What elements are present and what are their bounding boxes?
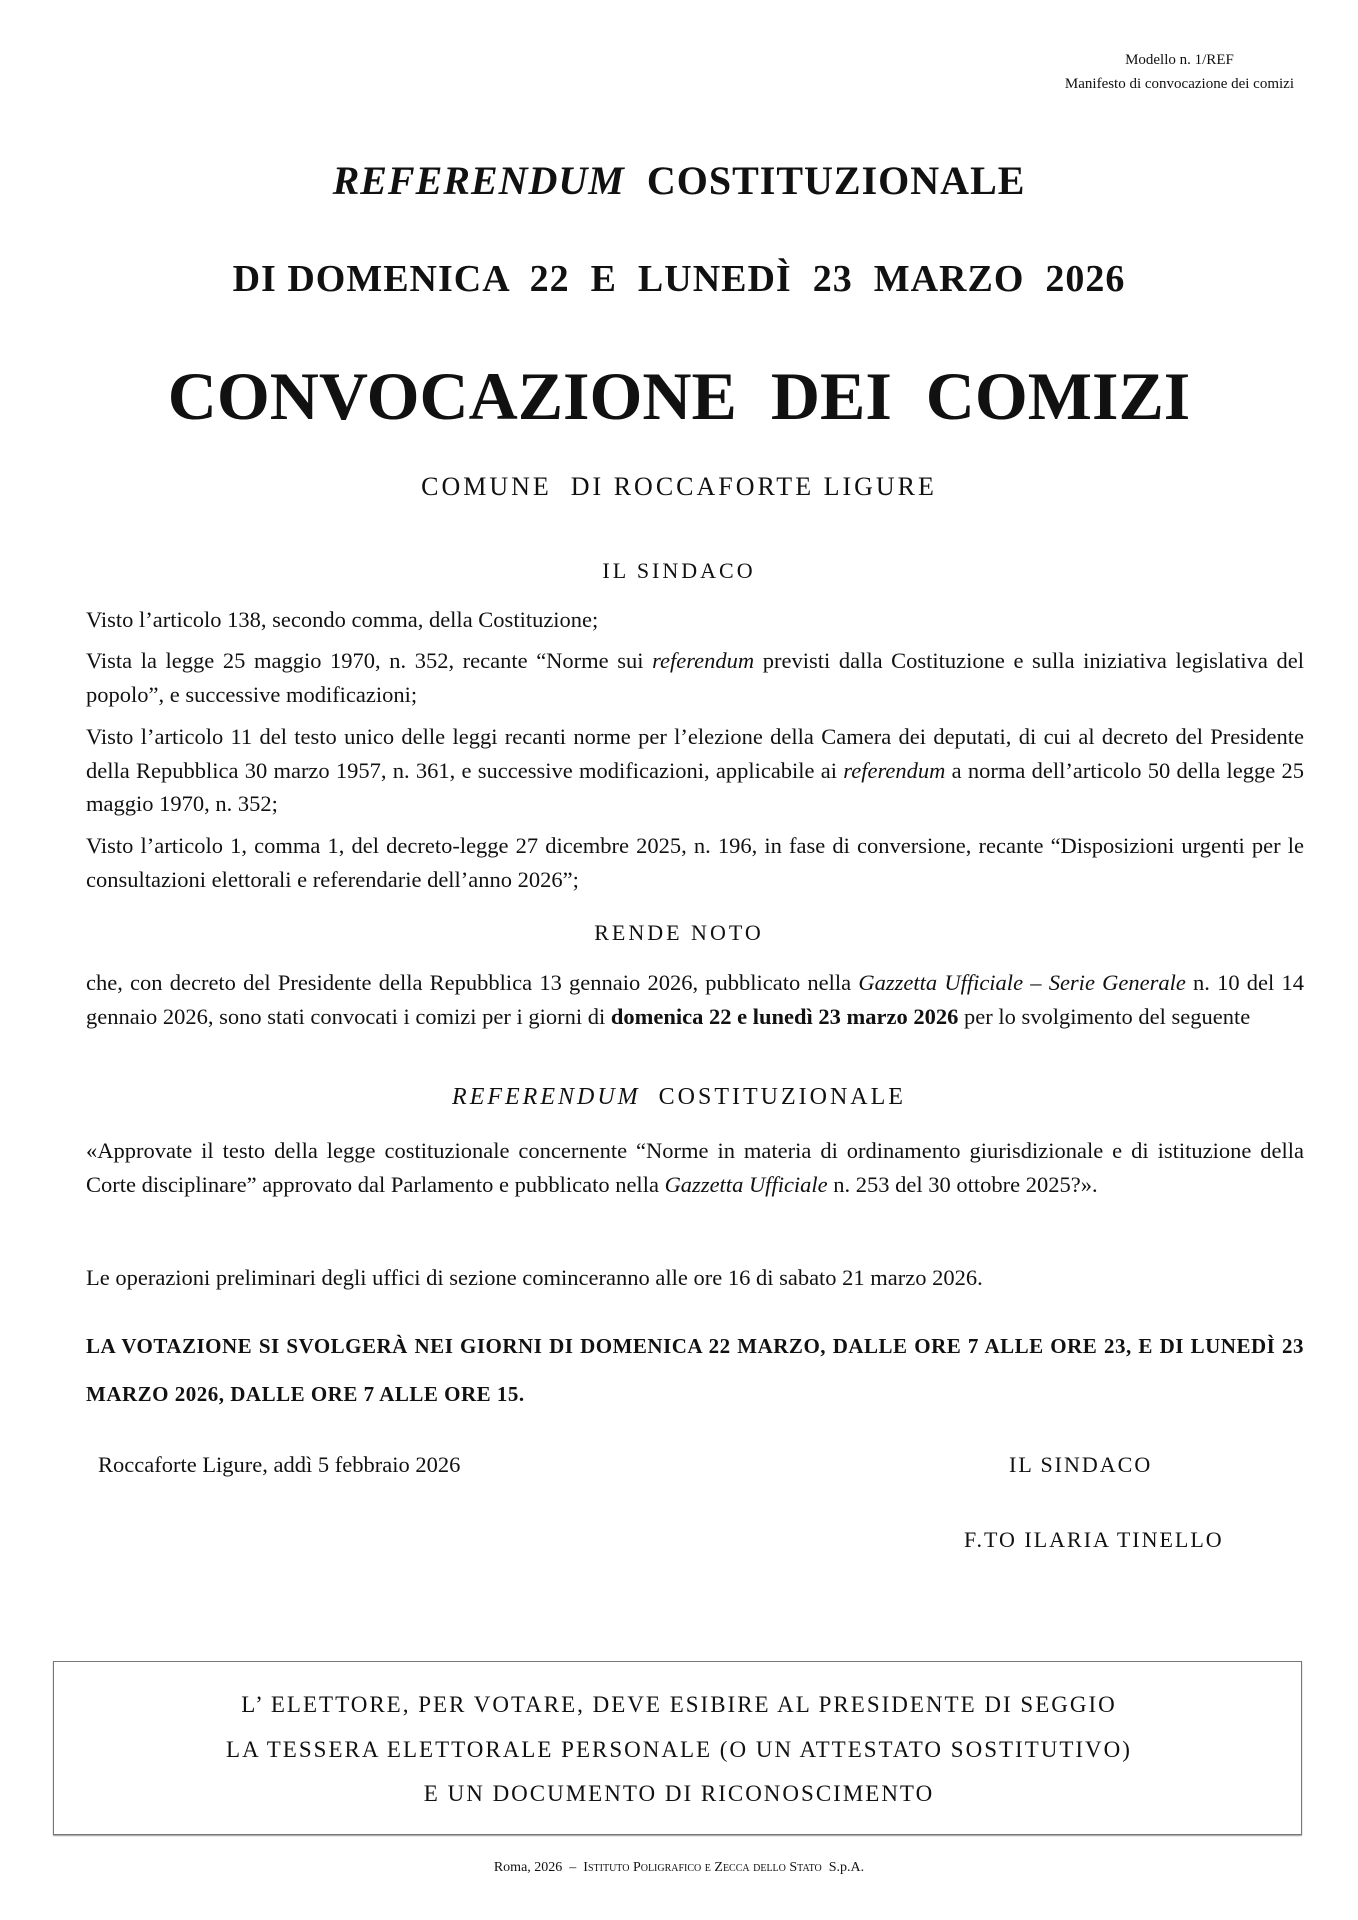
paragraph-5-italic: Gazzetta Ufficiale – Serie Generale bbox=[858, 970, 1186, 995]
referendum-heading-rest: COSTITUZIONALE bbox=[658, 1084, 906, 1110]
title-referendum-italic: REFERENDUM bbox=[332, 158, 625, 203]
paragraph-7-text: Le operazioni preliminari degli uffici di sezione cominceranno alle ore 16 di sabato 21 marzo 2026. bbox=[86, 1265, 983, 1290]
paragraph-2-text-b: previsti dalla Costituzione e sulla iniziativa legislativa del popolo”, e successive modificazioni; bbox=[86, 648, 1304, 707]
footer-printer: Istituto Poligrafico e Zecca dello Stato bbox=[583, 1860, 822, 1875]
model-number: Modello n. 1/REF bbox=[1125, 52, 1234, 68]
paragraph-3-text-b: a norma dell’articolo 50 della legge 25 maggio 1970, n. 352; bbox=[86, 757, 1304, 817]
paragraph-5-text-c: per lo svolgimento del seguente bbox=[958, 1003, 1251, 1029]
paragraph-5-text-a: che, con decreto del Presidente della Repubblica 13 gennaio 2026, pubblicato nella bbox=[86, 970, 859, 995]
municipality-name: COMUNE DI ROCCAFORTE LIGURE bbox=[421, 472, 937, 501]
paragraph-2 bbox=[86, 644, 1304, 711]
voter-notice-line-3: E UN DOCUMENTO DI RICONOSCIMENTO bbox=[423, 1781, 935, 1806]
authority-heading: IL SINDACO bbox=[602, 558, 756, 583]
paragraph-6-text-a: «Approvate il testo della legge costituzionale concernente “Norme in materia di ordinamento giurisdizionale e di istituzione della Corte disciplinare” approvato dal Parlamento e pubblicato nella bbox=[86, 1138, 1304, 1197]
paragraph-1 bbox=[86, 603, 1304, 637]
footer-place-year: Roma, 2026 bbox=[493, 1860, 563, 1875]
model-description: Manifesto di convocazione dei comizi bbox=[1064, 76, 1294, 92]
paragraph-1-text: Visto l’articolo 138, secondo comma, della Costituzione; bbox=[86, 607, 599, 632]
signature-role: IL SINDACO bbox=[1009, 1452, 1153, 1477]
referendum-heading bbox=[0, 1082, 1358, 1112]
paragraph-4 bbox=[86, 829, 1304, 896]
footer-printer-suffix: S.p.A. bbox=[828, 1860, 865, 1875]
paragraph-5-text-b: n. 10 del 14 gennaio 2026, sono stati convocati i comizi per i giorni di bbox=[86, 970, 1304, 1029]
place-date: Roccaforte Ligure, addì 5 febbraio 2026 bbox=[98, 1452, 461, 1477]
paragraph-3-text-a: Visto l’articolo 11 del testo unico delle leggi recanti norme per l’elezione della Camera dei deputati, di cui al decreto del Presidente della Repubblica 30 marzo 1957, n. 361, e successive modificazioni, applicabile ai bbox=[86, 724, 1304, 783]
voter-notice-line-1: L’ ELETTORE, PER VOTARE, DEVE ESIBIRE AL PRESIDENTE DI SEGGIO bbox=[241, 1692, 1117, 1717]
title-dates: DI DOMENICA 22 E LUNEDÌ 23 MARZO 2026 bbox=[232, 258, 1126, 300]
paragraph-2-text-a: Vista la legge 25 maggio 1970, n. 352, recante “Norme sui bbox=[86, 648, 653, 673]
notice-heading: RENDE NOTO bbox=[594, 920, 764, 945]
paragraph-7 bbox=[86, 1261, 1304, 1295]
paragraph-6 bbox=[86, 1134, 1304, 1201]
paragraph-5 bbox=[86, 966, 1304, 1033]
referendum-heading-italic: REFERENDUM bbox=[452, 1084, 641, 1110]
voter-notice-line-2: LA TESSERA ELETTORALE PERSONALE (O UN ATTESTATO SOSTITUTIVO) bbox=[226, 1737, 1132, 1762]
paragraph-5-bold: domenica 22 e lunedì 23 marzo 2026 bbox=[610, 1003, 959, 1029]
paragraph-4-text: Visto l’articolo 1, comma 1, del decreto-legge 27 dicembre 2025, n. 196, in fase di conversione, recante “Disposizioni urgenti per le consultazioni elettorali e referendarie dell’anno 2026”; bbox=[86, 833, 1304, 892]
printer-footer bbox=[0, 1860, 1358, 1876]
signature-name: F.TO ILARIA TINELLO bbox=[964, 1527, 1224, 1552]
model-reference bbox=[1065, 48, 1294, 96]
paragraph-2-italic: referendum bbox=[652, 648, 755, 673]
title-referendum-rest: COSTITUZIONALE bbox=[646, 158, 1026, 203]
title-referendum bbox=[0, 156, 1358, 206]
paragraph-3 bbox=[86, 720, 1304, 821]
paragraph-3-italic: referendum bbox=[843, 757, 946, 783]
paragraph-6-text-b: n. 253 del 30 ottobre 2025?». bbox=[827, 1171, 1098, 1197]
paragraph-6-italic: Gazzetta Ufficiale bbox=[664, 1171, 828, 1197]
main-title: CONVOCAZIONE DEI COMIZI bbox=[167, 358, 1191, 434]
footer-separator: – bbox=[569, 1860, 577, 1875]
voting-schedule-notice: LA VOTAZIONE SI SVOLGERÀ NEI GIORNI DI DOMENICA 22 MARZO, DALLE ORE 7 ALLE ORE 23, E DI LUNEDÌ 23 MARZO 2026, DALLE ORE 7 ALLE ORE 15. bbox=[86, 1334, 1304, 1406]
